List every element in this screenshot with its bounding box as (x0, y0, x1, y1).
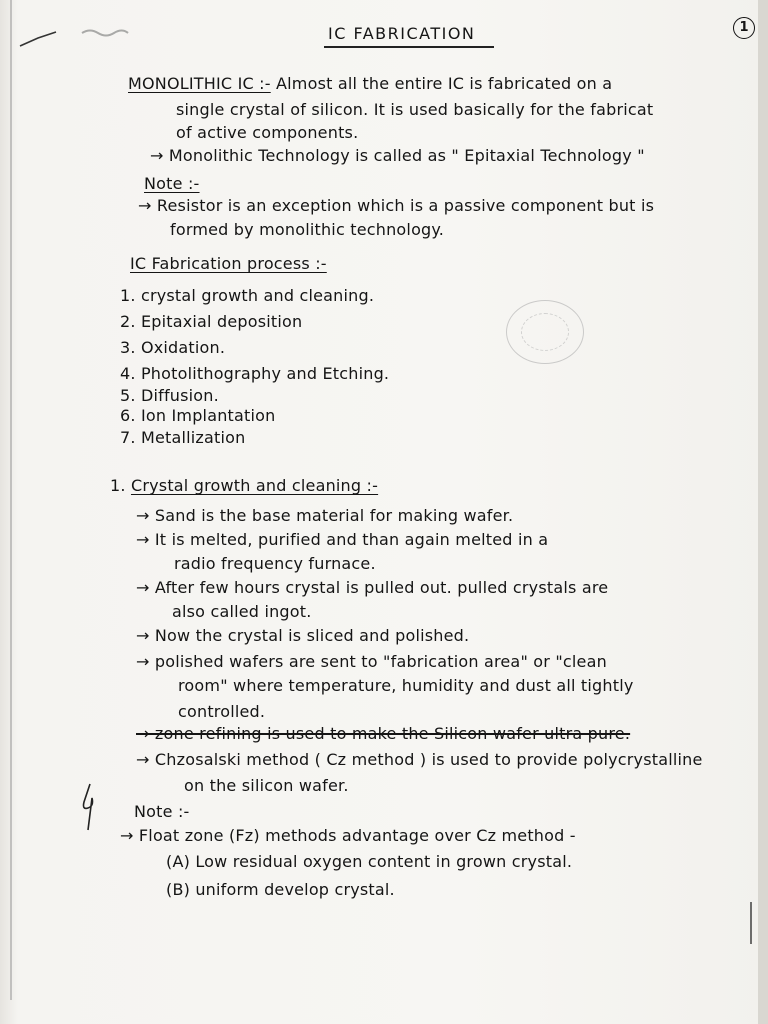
crystal-heading-row (110, 476, 378, 496)
monolithic-note-label: Note :- (144, 174, 200, 193)
crystal-line-8: room" where temperature, humidity and dust all tightly (178, 676, 634, 695)
monolithic-line-1 (128, 74, 612, 94)
crystal-line-1: → Sand is the base material for making wafer. (136, 506, 514, 525)
faint-stamp (506, 300, 584, 364)
crystal-note-1: → Float zone (Fz) methods advantage over Cz method - (120, 826, 576, 845)
process-step-3: 3. Oxidation. (120, 338, 226, 357)
process-heading: IC Fabrication process :- (130, 254, 327, 273)
monolithic-note-1: → Resistor is an exception which is a passive component but is (138, 196, 655, 215)
margin-scribble-icon (78, 782, 98, 832)
crystal-note-2: (A) Low residual oxygen content in grown crystal. (166, 852, 573, 871)
monolithic-text-1: Almost all the entire IC is fabricated on a (276, 74, 613, 93)
process-step-1: 1. crystal growth and cleaning. (120, 286, 375, 305)
monolithic-line-3: of active components. (176, 123, 359, 142)
crystal-line-9: controlled. (178, 702, 266, 721)
crystal-line-12: on the silicon wafer. (184, 776, 349, 795)
stray-mark-icon (748, 900, 754, 946)
crystal-line-5: also called ingot. (172, 602, 312, 621)
monolithic-line-4: → Monolithic Technology is called as " Epitaxial Technology " (150, 146, 645, 165)
margin-mark-icon (18, 28, 58, 50)
crystal-note-3: (B) uniform develop crystal. (166, 880, 395, 899)
process-step-2: 2. Epitaxial deposition (120, 312, 303, 331)
faint-stamp-inner (521, 313, 569, 351)
crystal-line-11: → Chzosalski method ( Cz method ) is used to provide polycrystalline (136, 750, 703, 769)
crystal-line-10-struck: → zone refining is used to make the Silicon wafer ultra pure. (136, 724, 631, 743)
page-right-edge (758, 0, 768, 1024)
crystal-heading: Crystal growth and cleaning :- (130, 476, 379, 495)
monolithic-note-2: formed by monolithic technology. (170, 220, 445, 239)
page-number: 1 (733, 17, 755, 39)
monolithic-heading: MONOLITHIC IC :- (128, 74, 271, 93)
process-step-4: 4. Photolithography and Etching. (120, 364, 390, 383)
process-step-6: 6. Ion Implantation (120, 406, 276, 425)
process-step-7: 7. Metallization (120, 428, 246, 447)
crystal-line-7: → polished wafers are sent to "fabrication area" or "clean (136, 652, 607, 671)
crystal-line-3: radio frequency furnace. (174, 554, 376, 573)
smudge-icon (80, 26, 130, 40)
page-title: IC FABRICATION (328, 24, 476, 43)
crystal-note-label: Note :- (134, 802, 190, 821)
crystal-line-4: → After few hours crystal is pulled out. pulled crystals are (136, 578, 609, 597)
crystal-line-2: → It is melted, purified and than again melted in a (136, 530, 549, 549)
monolithic-line-2: single crystal of silicon. It is used basically for the fabricat (176, 100, 654, 119)
page-left-edge (10, 0, 12, 1000)
crystal-line-6: → Now the crystal is sliced and polished. (136, 626, 470, 645)
crystal-heading-number: 1. (110, 476, 126, 495)
process-step-5: 5. Diffusion. (120, 386, 219, 405)
title-underline (324, 46, 494, 48)
